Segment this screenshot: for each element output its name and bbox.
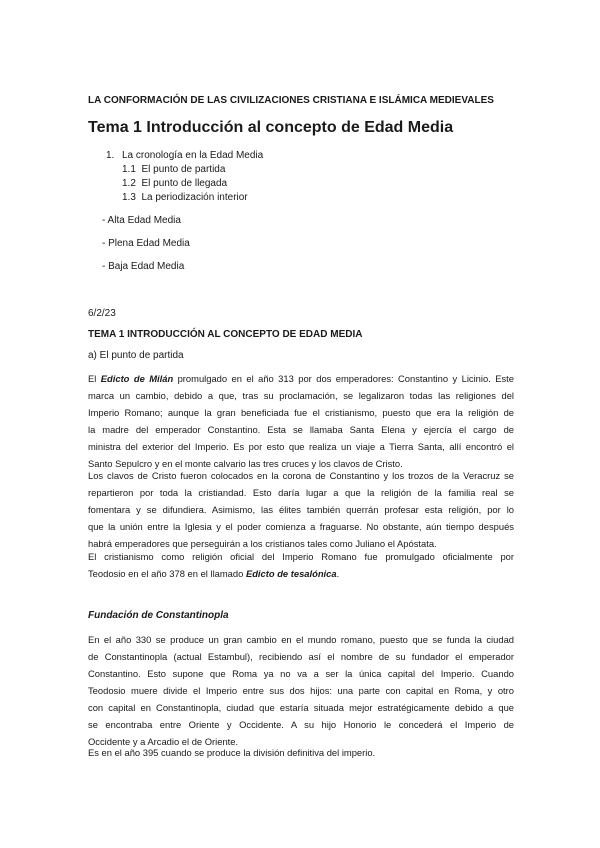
paragraph-line: Teodosio en el año 378 en el llamado Edicto de tesalónica.: [88, 568, 340, 579]
tema-title: Tema 1 Introducción al concepto de Edad Media: [88, 119, 454, 136]
note-date: 6/2/23: [88, 308, 116, 319]
outline-subitem-number: 1.1: [122, 164, 136, 175]
outline-subitem-number: 1.2: [122, 178, 136, 189]
paragraph-line: fomentara y se difundiera. Asimismo, las élites también querrán profesar esta religión, por lo: [88, 504, 514, 515]
paragraph-line: se encontraba entre Oriente y Occidente. A su hijo Honorio le concederá el Imperio de: [88, 719, 514, 730]
outline-subitem-label: La periodización interior: [141, 192, 248, 203]
paragraph-religion-oficial: [88, 548, 514, 582]
paragraph-line: que la unión entre la Iglesia y el poder comienza a fraguarse. No obstante, aún tiempo después: [88, 521, 514, 532]
paragraph-constantinopla: [88, 631, 514, 750]
paragraph-line: marca un cambio, debido a que, tras su proclamación, se legalizaron todas las religiones del: [88, 390, 514, 401]
paragraph-line: El cristianismo como religión oficial del Imperio Romano fue promulgado oficialmente por: [88, 551, 514, 562]
period-item-alta: - Alta Edad Media: [102, 215, 181, 226]
paragraph-line: la madre del emperador Constantino. Esta se llamaba Santa Elena y ejercía el cargo de: [88, 424, 514, 435]
paragraph-line: habrá emperadores que perseguirán a los cristianos tales como Juliano el Apóstata.: [88, 538, 437, 549]
paragraph-line: de Constantinopla (actual Estambul), recibiendo así el nombre de su fundador el emperador: [88, 651, 514, 662]
period-item-plena: - Plena Edad Media: [102, 238, 190, 249]
paragraph-line: con capital en Constantinopla, ciudad que estaría situada mejor estratégicamente debido a que: [88, 702, 514, 713]
outline-subitem-label: El punto de llegada: [141, 178, 228, 189]
subsection-heading: a) El punto de partida: [88, 350, 184, 361]
paragraph-line: El Edicto de Milán promulgado en el año 313 por dos emperadores: Constantino y Licinio. Este: [88, 373, 514, 384]
period-item-baja: - Baja Edad Media: [102, 261, 185, 272]
edicto-milan-term: Edicto de Milán: [100, 373, 174, 384]
fundacion-heading: Fundación de Constantinopla: [88, 610, 229, 621]
paragraph-line: repartieron por toda la cristiandad. Esto daría lugar a que la religión de la familia real se: [88, 487, 514, 498]
outline-subitem: [122, 164, 225, 175]
outline-subitem: [122, 192, 248, 203]
outline-subitem-label: El punto de partida: [141, 164, 226, 175]
outline-item-number: 1.: [106, 150, 115, 161]
outline-subitem-number: 1.3: [122, 192, 136, 203]
paragraph-division: [88, 744, 514, 761]
edicto-tesalonica-term: Edicto de tesalónica: [245, 568, 337, 579]
paragraph-line: Occidente y a Arcadio el de Oriente.: [88, 736, 239, 747]
paragraph-edicto-milan: [88, 370, 514, 472]
paragraph-line: Imperio Romano; aunque la gran beneficiada fue el cristianismo, puesto que era la religión de: [88, 407, 514, 418]
paragraph-line: Es en el año 395 cuando se produce la división definitiva del imperio.: [88, 747, 376, 758]
paragraph-line: En el año 330 se produce un gran cambio en el mundo romano, puesto que se funda la ciudad: [88, 634, 514, 645]
paragraph-line: Santo Sepulcro y en el monte calvario las tres cruces y los clavos de Cristo.: [88, 458, 403, 469]
section-heading: TEMA 1 INTRODUCCIÓN AL CONCEPTO DE EDAD MEDIA: [88, 329, 363, 340]
paragraph-clavos: [88, 467, 514, 552]
paragraph-line: Teodosio muere divide el Imperio entre sus dos hijos: una parte con capital en Roma, y otro: [88, 685, 514, 696]
document-main-title: LA CONFORMACIÓN DE LAS CIVILIZACIONES CRISTIANA E ISLÁMICA MEDIEVALES: [88, 95, 494, 106]
outline-item-label: La cronología en la Edad Media: [122, 150, 264, 161]
paragraph-line: Constantino. Esto supone que Roma ya no va a ser la única capital del Imperio. Cuando: [88, 668, 514, 679]
paragraph-line: Los clavos de Cristo fueron colocados en la corona de Constantino y los trozos de la Veracruz se: [88, 470, 514, 481]
paragraph-line: ministra del exterior del Imperio. Es por esto que realiza un viaje a Tierra Santa, allí encontró el: [88, 441, 514, 452]
outline-subitem: [122, 178, 227, 189]
